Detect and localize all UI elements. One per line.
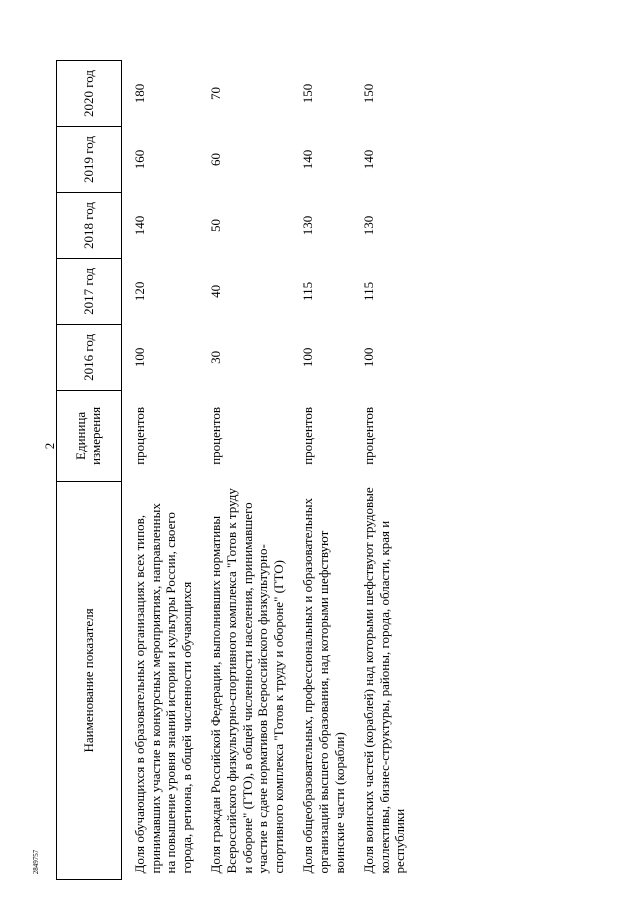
row-value: 50 bbox=[208, 218, 224, 232]
row-name: Доля граждан Российской Федерации, выполнивших нормативы Всероссийского физкультурно-спортивного комплекса "Готов к труду и обороне" (ГТО), в общей численности населения, принимавшего участие в сдаче нормативов Всероссийского физкультурно-спортивного комплекса "Готов к труду и обороне" (ГТО) bbox=[208, 488, 286, 874]
row-unit: процентов bbox=[208, 406, 224, 465]
row-value: 115 bbox=[300, 281, 316, 301]
row-value: 100 bbox=[300, 347, 316, 368]
row-value: 100 bbox=[132, 347, 147, 368]
footer-code: 2849757 bbox=[32, 849, 40, 875]
row-value: 150 bbox=[361, 83, 377, 104]
row-name: Доля обучающихся в образовательных организациях всех типов, принимавших участие в конкурсных мероприятиях, направленных на повышение уровня знаний истории и культуры России, своего города, региона, в общей численности обучающихся bbox=[132, 503, 194, 874]
row-value: 130 bbox=[300, 215, 316, 236]
row-value: 140 bbox=[132, 215, 147, 236]
row-value: 60 bbox=[208, 152, 224, 166]
row-unit: процентов bbox=[132, 406, 147, 465]
row-value: 130 bbox=[361, 215, 377, 236]
table-row bbox=[290, 61, 351, 880]
page-number: 2 bbox=[42, 442, 57, 450]
header-year: 2018 год bbox=[57, 192, 122, 258]
table-header-row bbox=[57, 61, 122, 880]
header-year: 2019 год bbox=[57, 127, 122, 193]
table-row bbox=[351, 61, 412, 880]
row-name: Доля общеобразовательных, профессиональных и образовательных организаций высшего образования, над которыми шефствуют воинские части (корабли) bbox=[300, 498, 347, 874]
header-year: 2017 год bbox=[57, 258, 122, 324]
row-value: 40 bbox=[208, 284, 224, 298]
row-value: 140 bbox=[300, 149, 316, 170]
header-year: 2020 год bbox=[57, 61, 122, 127]
row-name: Доля воинских частей (кораблей) над которыми шефствуют трудовые коллективы, бизнес-структуры, районы, города, области, края и республики bbox=[361, 487, 408, 874]
row-value: 140 bbox=[361, 149, 377, 170]
row-value: 30 bbox=[208, 350, 224, 364]
row-value: 115 bbox=[361, 281, 377, 301]
header-unit: Единица измерения bbox=[57, 390, 122, 481]
row-value: 70 bbox=[208, 87, 224, 100]
row-unit: процентов bbox=[361, 406, 377, 465]
row-value: 150 bbox=[300, 83, 316, 104]
table-row bbox=[198, 61, 290, 880]
header-name: Наименование показателя bbox=[57, 481, 122, 879]
table-row bbox=[122, 61, 199, 880]
indicators-table-wrapper bbox=[56, 60, 486, 880]
indicators-table bbox=[56, 60, 412, 880]
row-value: 120 bbox=[132, 281, 147, 302]
row-value: 160 bbox=[132, 149, 147, 170]
header-year: 2016 год bbox=[57, 324, 122, 390]
row-unit: процентов bbox=[300, 406, 316, 465]
row-value: 100 bbox=[361, 347, 377, 368]
row-value: 180 bbox=[132, 83, 147, 104]
